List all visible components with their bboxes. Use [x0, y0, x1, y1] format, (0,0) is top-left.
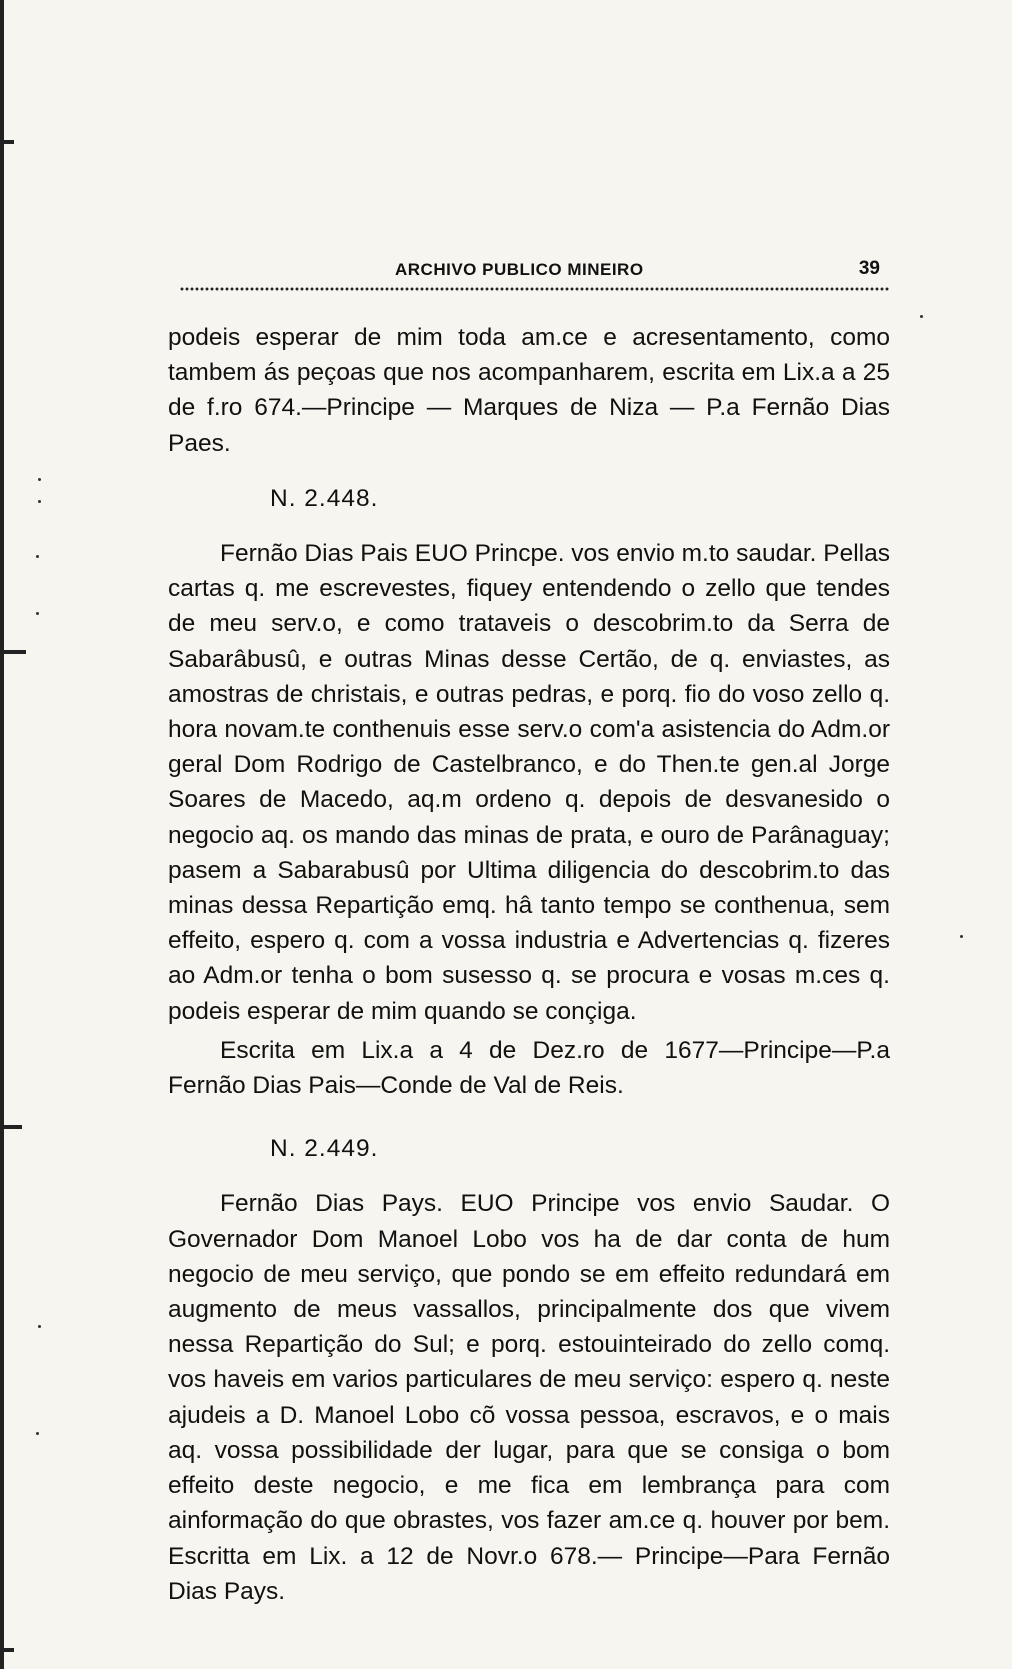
- scan-speck: [38, 478, 41, 481]
- scan-speck: [36, 555, 39, 558]
- page-number: 39: [858, 258, 880, 279]
- paragraph-3: Escrita em Lix.a a 4 de Dez.ro de 1677—Principe—P.a Fernão Dias Pais—Conde de Val de Reis.: [168, 1036, 890, 1100]
- edge-mark: [0, 650, 26, 654]
- document-number-2449: N. 2.449.: [270, 1135, 379, 1163]
- paragraph-4: Fernão Dias Pays. EUO Principe vos envio Saudar. O Governador Dom Manoel Lobo vos ha de dar conta de hum negocio de meu serviço, que pondo se em effeito redundará em augmento de meus vassallos, principalmente dos que vivem nessa Repartição do Sul; e porq. estouinteirado do zello comq. vos haveis em varios particulares de meu serviço: espero q. neste ajudeis a D. Manoel Lobo cõ vossa pessoa, escravos, e o mais aq. vossa possibilidade der lugar, para que se consiga o bom effeito deste negocio, e me fica em lembrança para com ainformação do que obrastes, vos fazer am.ce q. houver por bem. Escritta em Lix. a 12 de Novr.o 678.— Principe—Para Fernão Dias Pays.: [168, 1190, 890, 1605]
- scan-speck: [960, 935, 963, 938]
- paragraph-1: podeis esperar de mim toda am.ce e acresentamento, como tambem ás peçoas que nos acompanharem, escrita em Lix.a a 25 de f.ro 674.—Principe — Marques de Niza — P.a Fernão Dias Paes.: [168, 324, 890, 457]
- edge-mark: [0, 1125, 22, 1129]
- document-number-2448: N. 2.448.: [270, 484, 379, 512]
- scan-speck: [36, 1432, 39, 1435]
- scan-speck: [38, 500, 41, 503]
- scan-speck: [38, 1325, 41, 1328]
- edge-mark: [0, 140, 14, 144]
- scan-speck: [920, 315, 923, 318]
- edge-mark: [0, 1648, 14, 1652]
- header-title: ARCHIVO PUBLICO MINEIRO: [395, 260, 644, 279]
- paragraph-2: Fernão Dias Pais EUO Princpe. vos envio m.to saudar. Pellas cartas q. me escrevestes, fiquey entendendo o zello que tendes de meu serv.o, e como trataveis o descobrim.to da Serra de Sabarâbusû, e outras Minas desse Certão, de q. enviastes, as amostras de christais, e outras pedras, e porq. fio do voso zello q. hora novam.te conthenuis esse serv.o com'a asistencia do Adm.or geral Dom Rodrigo de Castelbranco, e do Then.te gen.al Jorge Soares de Macedo, aq.m ordeno q. depois de desvanesido o negocio aq. os mando das minas de prata, e ouro de Parânaguay; pasem a Sabarabusû por Ultima diligencia do descobrim.to das minas dessa Repartição emq. hâ tanto tempo se conthenua, sem effeito, espero q. com a vossa industria e Advertencias q. fizeres ao Adm.or tenha o bom susesso q. se procura e vosas m.ces q. podeis esperar de mim quando se conçiga.: [168, 540, 890, 1025]
- header-rule: [180, 287, 890, 291]
- body-text: [168, 320, 890, 1609]
- binding-edge: [0, 0, 4, 1669]
- scan-speck: [36, 612, 39, 615]
- running-header: [180, 258, 890, 288]
